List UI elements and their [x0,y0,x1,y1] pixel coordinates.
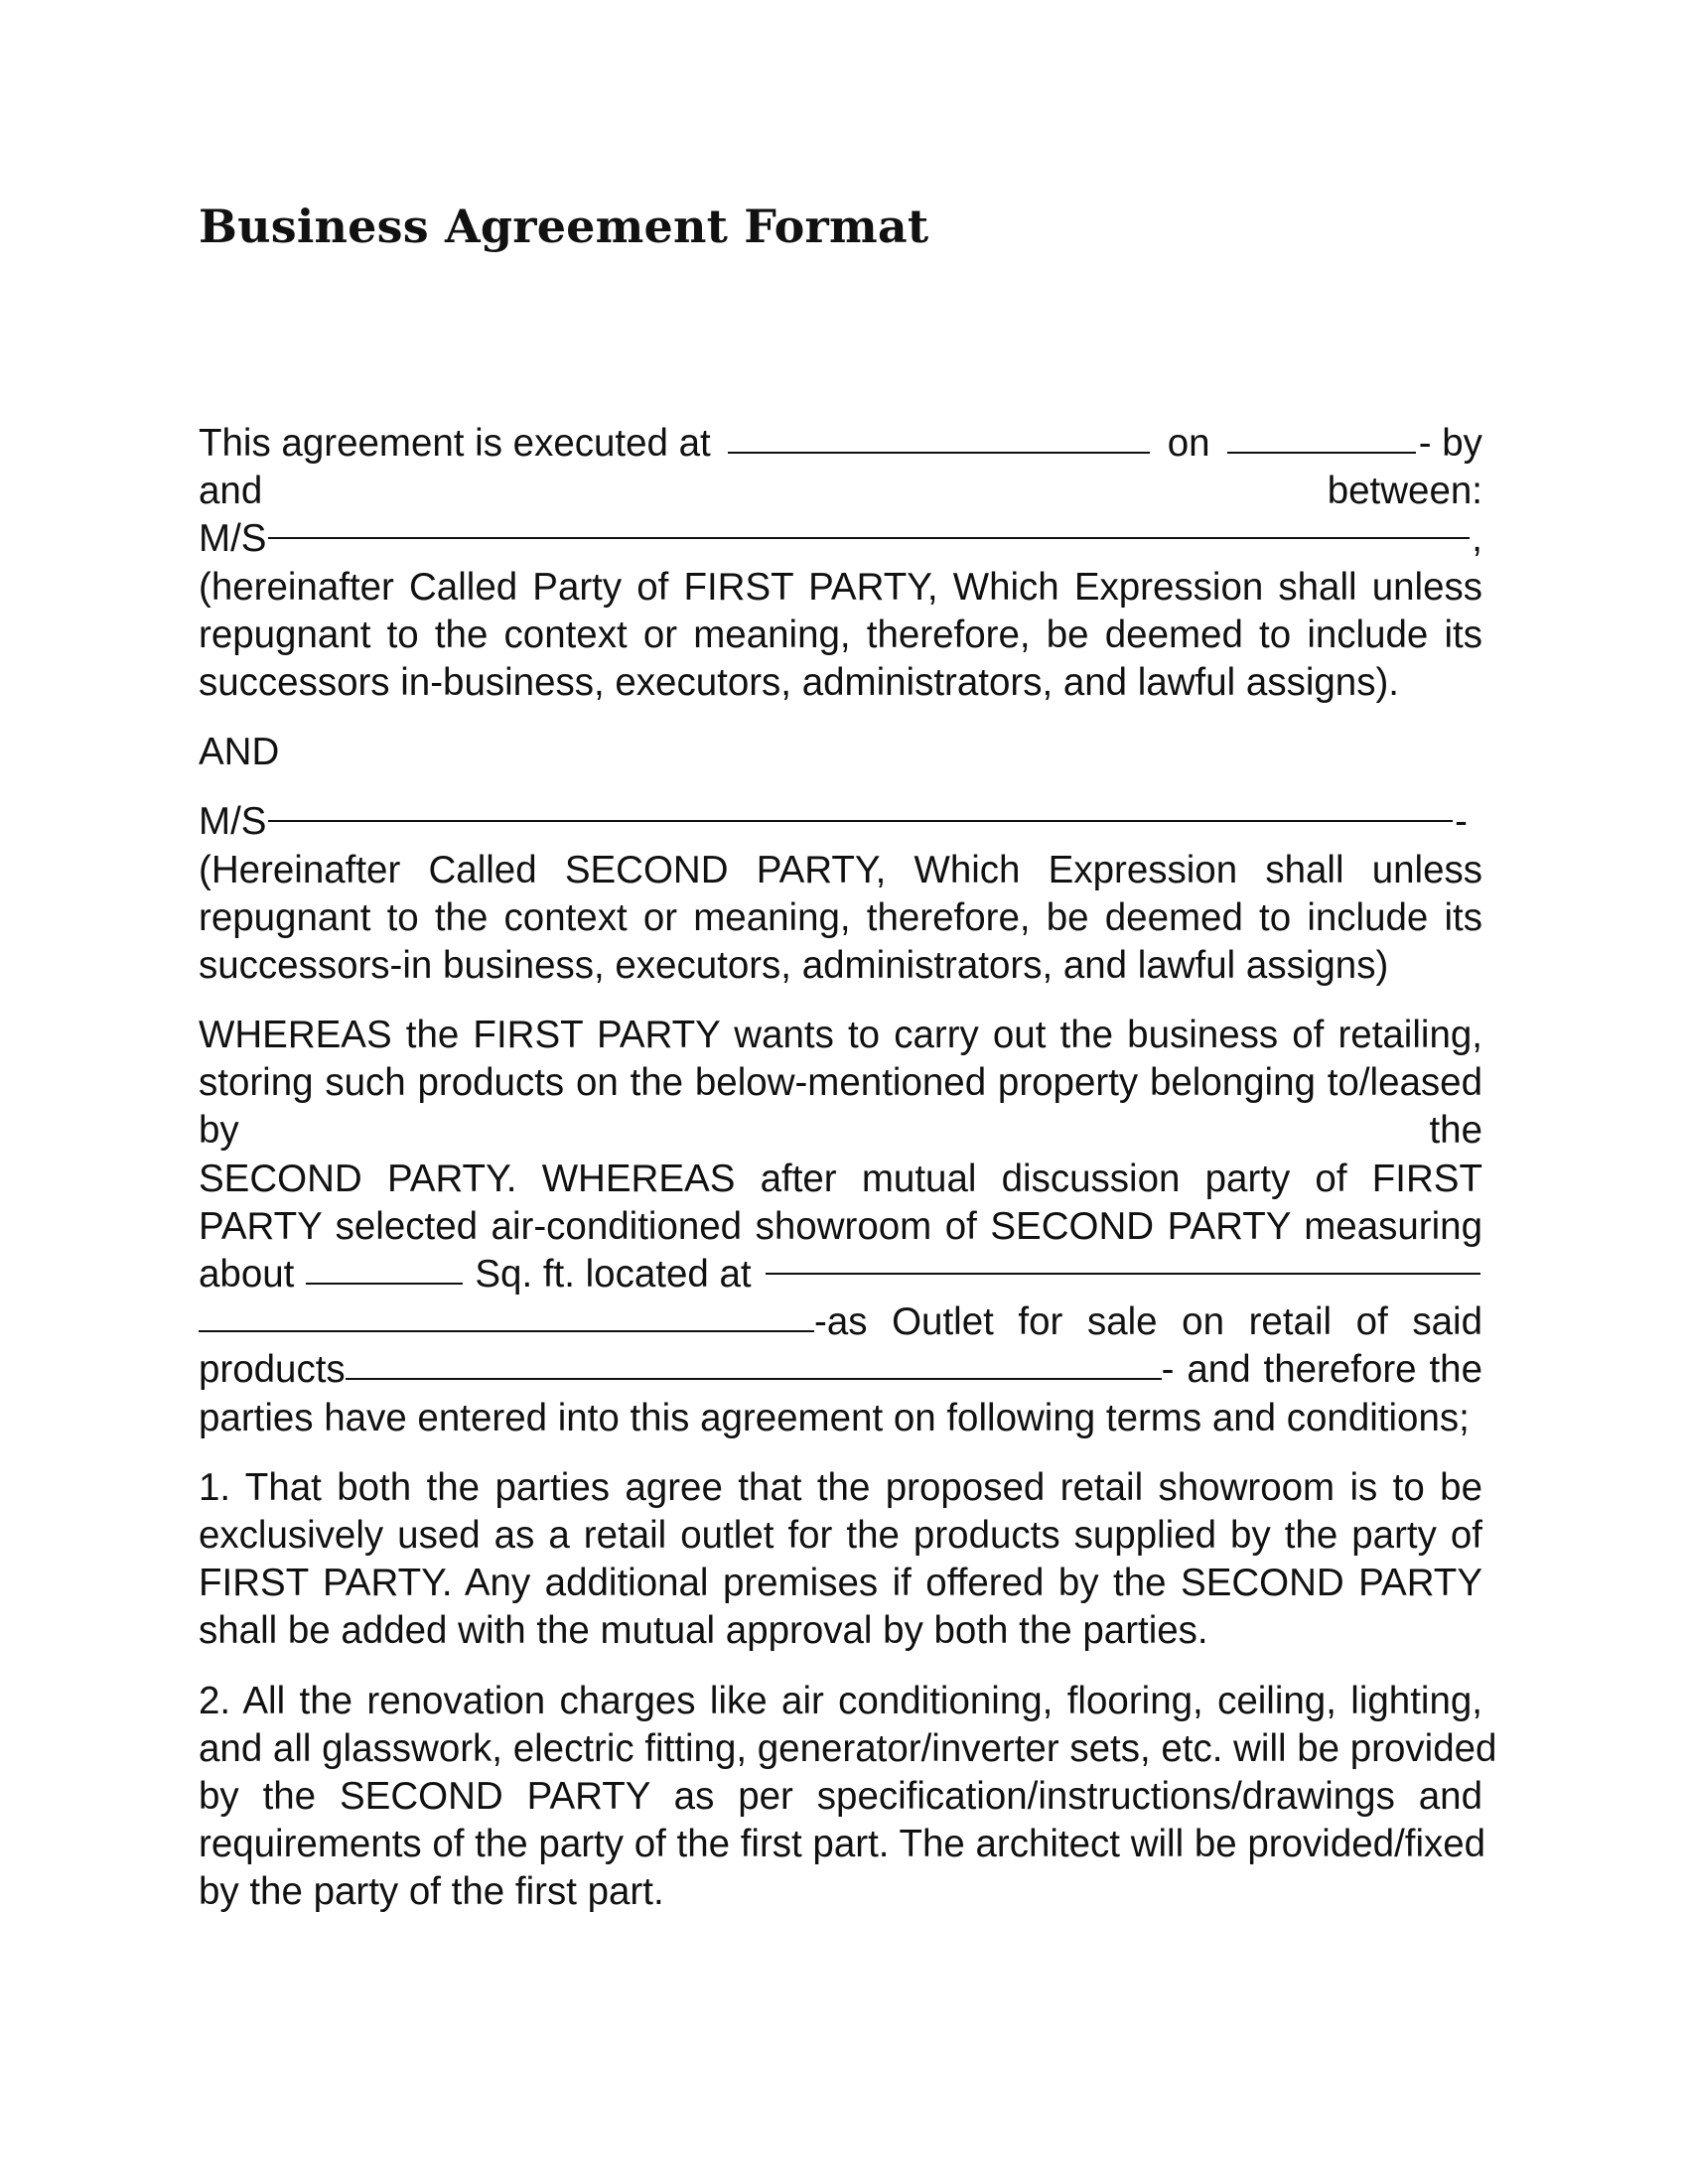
and-heading [199,729,1482,776]
clause-2-text: by the party of the first part. [199,1870,664,1914]
second-line-2 [199,847,1482,894]
intro-line-1 [199,420,1482,468]
intro-line-3 [199,515,1482,563]
clause-1-text: shall be added with the mutual approval by both the parties. [199,1609,1208,1653]
whereas-text: - and therefore the [1161,1348,1482,1392]
whereas-text: the [1429,1109,1482,1153]
whereas-text: -as Outlet for sale on retail of said [814,1300,1482,1344]
whereas-line-3 [199,1107,1482,1155]
intro-text: successors in-business, executors, administrators, and lawful assigns). [199,660,1399,704]
products-blank [346,1378,1162,1380]
clause-2-text: by the SECOND PARTY as per specification/instructions/drawings and [199,1774,1482,1818]
whereas-text: SECOND PARTY. WHEREAS after mutual discussion party of FIRST [199,1157,1482,1200]
second-line-1 [199,798,1468,846]
whereas-line-1 [199,1012,1482,1059]
agreement-body [199,420,1497,1916]
intro-text: , [1472,517,1482,561]
clause-1-line-2 [199,1512,1482,1560]
whereas-line-7 [199,1298,1482,1346]
clause-1-text: 1. That both the parties agree that the proposed retail showroom is to be [199,1465,1482,1509]
clause-1-line-4 [199,1607,1482,1655]
whereas-text: products [199,1348,346,1392]
intro-text: This agreement is executed at [199,422,711,465]
whereas-line-8 [199,1346,1482,1394]
first-party-name-blank [268,537,1470,539]
second-line-4 [199,942,1482,990]
whereas-line-6 [199,1251,1482,1298]
clause-2-line-1 [199,1678,1482,1725]
clause-2-line-4 [199,1821,1486,1868]
whereas-line-2 [199,1059,1482,1107]
area-blank [306,1283,463,1285]
second-text: (Hereinafter Called SECOND PARTY, Which Expression shall unless [199,848,1482,891]
intro-line-4 [199,564,1482,612]
clause-2-line-5 [199,1868,1482,1916]
clause-1-line-1 [199,1464,1482,1512]
clause-1-text: exclusively used as a retail outlet for the products supplied by the party of [199,1513,1482,1557]
intro-text: repugnant to the context or meaning, therefore, be deemed to include its [199,613,1482,656]
clause-2-line-3 [199,1773,1482,1821]
second-text: repugnant to the context or meaning, therefore, be deemed to include its [199,895,1482,939]
intro-line-6 [199,659,1482,707]
whereas-text: Sq. ft. located at [475,1253,752,1296]
clause-2-line-2 [199,1725,1497,1773]
intro-line-2 [199,468,1482,515]
intro-text: - by [1418,422,1482,465]
clause-1-line-3 [199,1560,1482,1607]
document-title: Business Agreement Format [199,200,929,253]
intro-text: between: [1327,470,1482,513]
second-line-3 [199,894,1482,942]
second-text: - [1455,800,1468,844]
second-text: successors-in business, executors, administrators, and lawful assigns) [199,943,1389,987]
whereas-text: WHEREAS the FIRST PARTY wants to carry out the business of retailing, [199,1014,1482,1057]
whereas-line-9 [199,1395,1482,1442]
clause-1-text: FIRST PARTY. Any additional premises if offered by the SECOND PARTY [199,1562,1482,1605]
clause-2-text: and all glasswork, electric fitting, generator/inverter sets, etc. will be provided [199,1726,1497,1770]
location-blank-continued [199,1330,814,1332]
intro-text: and [199,470,263,513]
whereas-text: by [199,1109,239,1153]
date-blank [1227,452,1416,454]
second-party-name-blank [268,820,1453,822]
second-party-ms-label: M/S [199,800,267,844]
clause-2-text: 2. All the renovation charges like air conditioning, flooring, ceiling, lighting, [199,1679,1482,1722]
whereas-text: parties have entered into this agreement on following terms and conditions; [199,1396,1470,1439]
intro-line-5 [199,612,1482,659]
intro-text: on [1167,422,1210,465]
first-party-ms-label: M/S [199,517,267,561]
location-blank [766,1273,1480,1275]
whereas-line-4 [199,1156,1482,1203]
whereas-text: about [199,1253,295,1296]
and-label: AND [199,731,280,774]
whereas-text: PARTY selected air-conditioned showroom of SECOND PARTY measuring [199,1204,1482,1248]
whereas-text: storing such products on the below-mentioned property belonging to/leased [199,1061,1482,1105]
whereas-line-5 [199,1203,1482,1251]
clause-2-text: requirements of the party of the first part. The architect will be provided/fixed [199,1823,1486,1866]
intro-text: (hereinafter Called Party of FIRST PARTY, Which Expression shall unless [199,565,1482,609]
place-blank [728,452,1150,454]
